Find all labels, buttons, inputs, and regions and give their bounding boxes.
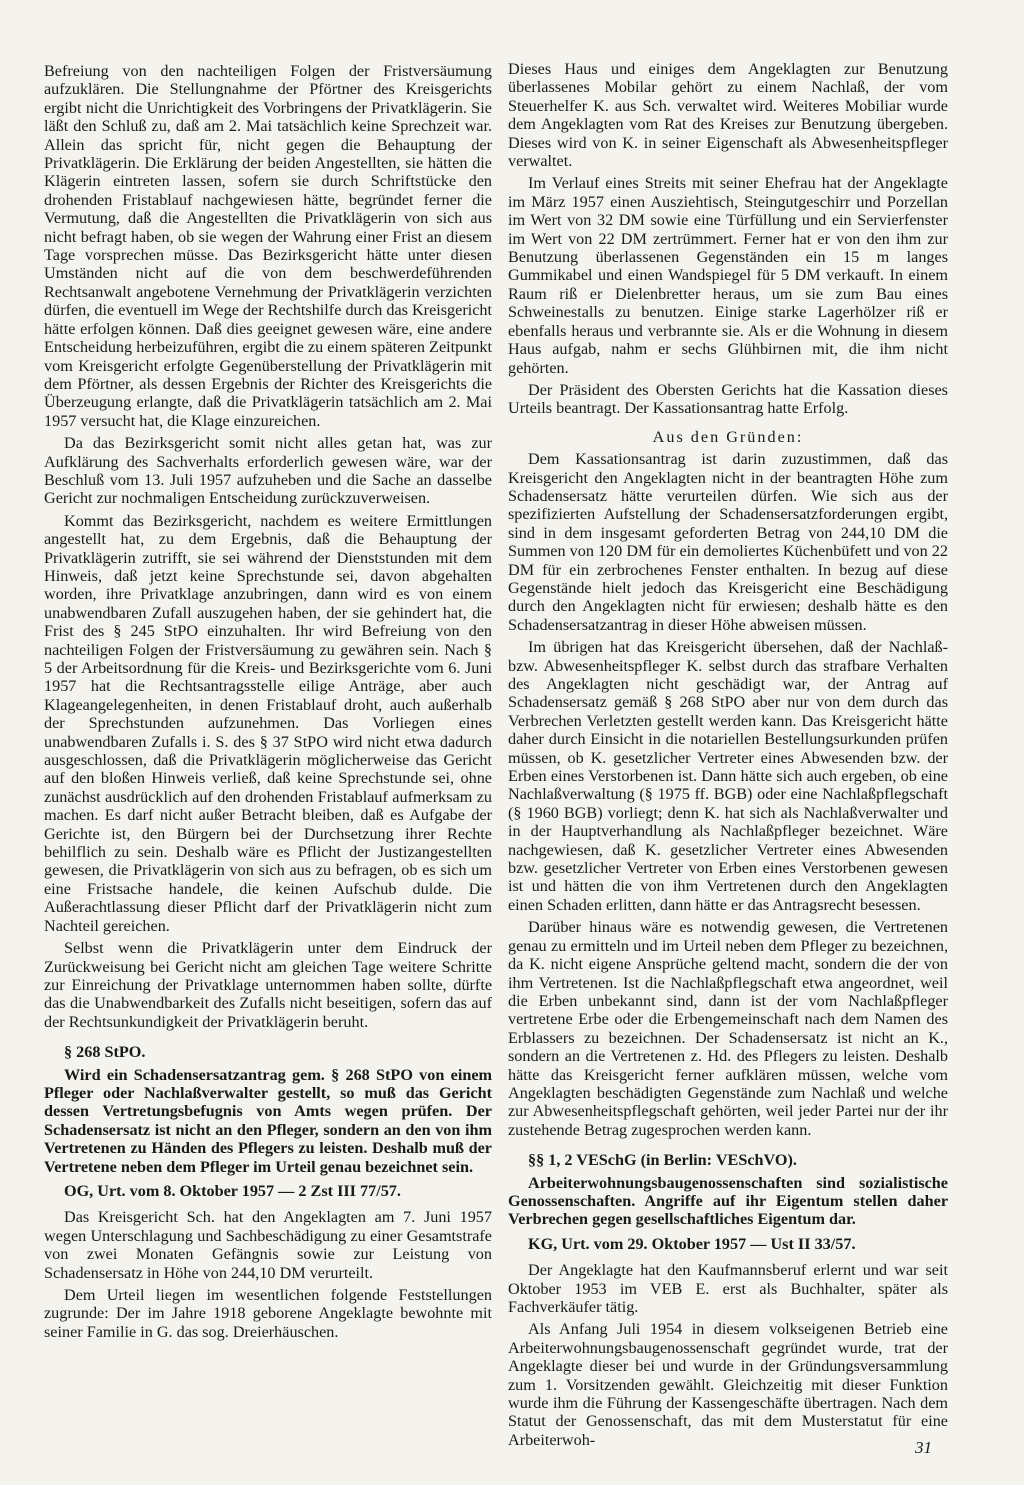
paragraph: Im Verlauf eines Streits mit seiner Ehefrau hat der Angeklagte im März 1957 einen Ausziehtisch, Steingutgeschirr und Porzellan im Wert von 32 DM sowie eine Türfüllung und ein Servierfenster im Wert von 22 DM zertrümmert. Ferner hat er von den ihm zur Benutzung überlassenen Gegenständen ein 15 m langes Gummikabel und einen Wandspiegel für 5 DM verkauft. In einem Raum riß er Dielenbretter heraus, um sie zum Bau eines Schweinestalls zu benutzen. Einige starke Lagerhölzer riß er ebenfalls heraus und verbrannte sie. Als er die Wohnung in diesem Haus aufgab, nahm er sechs Glühbirnen mit, die ihm nicht gehörten. <box>508 174 948 377</box>
right-column <box>508 60 948 1453</box>
paragraph: Da das Bezirksgericht somit nicht alles getan hat, was zur Aufklärung des Sachverhalts erforderlich gewesen wäre, war der Beschluß vom 13. Juli 1957 aufzuheben und die Sache an dasselbe Gericht zur nochmaligen Entscheidung zurückzuverweisen. <box>44 434 492 508</box>
paragraph: Das Kreisgericht Sch. hat den Angeklagten am 7. Juni 1957 wegen Unterschlagung und Sachbeschädigung zu einer Gesamtstrafe von zwei Monaten Gefängnis sowie zur Leistung von Schadensersatz in Höhe von 244,10 DM verurteilt. <box>44 1208 492 1282</box>
paragraph: Dem Urteil liegen im wesentlichen folgende Feststellungen zugrunde: Der im Jahre 1918 geborene Angeklagte bewohnte mit seiner Familie in G. das sog. Dreierhäuschen. <box>44 1286 492 1341</box>
law-reference: §§ 1, 2 VESchG (in Berlin: VESchVO). <box>528 1151 797 1170</box>
section-heading: Aus den Gründen: <box>652 427 804 446</box>
paragraph: Der Präsident des Obersten Gerichts hat die Kassation dieses Urteils beantragt. Der Kassationsantrag hatte Erfolg. <box>508 380 948 418</box>
paragraph: Befreiung von den nachteiligen Folgen der Fristversäumung aufzuklären. Die Stellungnahme der Pförtner des Kreisgerichts ergibt nicht die Unrichtigkeit des Vorbringens der Privatklägerin. Sie läßt den Schluß zu, daß am 2. Mai tatsächlich keine Sprechzeit war. Allein das spricht für, nicht gegen die Behauptung der Privatklägerin. Die Erklärung der beiden Angestellten, sie hätten die Klägerin eintreten lassen, sofern sie durch Schriftstücke den drohenden Fristablauf nachgewiesen hätte, begründet ferner die Vermutung, daß die Angestellten die Privatklägerin von sich aus nicht befragt haben, ob sie wegen der Wahrung einer Frist an diesem Tage vorsprechen müsse. Das Bezirksgericht hätte unter diesen Umständen nicht auf die von dem beschwerdeführenden Rechtsanwalt angebotene Vernehmung der Privatklägerin verzichten dürfen, die eventuell im Wege der Rechtshilfe durch das Kreisgericht hätte erfolgen können. Daß dies geeignet gewesen wäre, eine andere Entscheidung herbeizuführen, ergibt die zu einem späteren Zeitpunkt vom Kreisgericht erfolgte Gegenüberstellung der Privatklägerin mit dem Pförtner, als dessen Ergebnis der Richter des Kreisgerichts die Überzeugung erlangte, daß die Privatklägerin tatsächlich am 2. Mai 1957 versucht hat, die Klage einzureichen. <box>44 62 492 430</box>
paragraph: Im übrigen hat das Kreisgericht übersehen, daß der Nachlaß- bzw. Abwesenheitspfleger K. selbst durch das strafbare Verhalten des Angeklagten nicht geschädigt war, der Antrag auf Schadensersatz gemäß § 268 StPO aber nur von dem durch das Verbrechen Verletzten gestellt werden kann. Das Kreisgericht hätte daher durch Einsicht in die notariellen Bestellungsurkunden prüfen müssen, ob K. gesetzlicher Vertreter eines Abwesenden bzw. der Erben eines Verstorbenen ist. Dann hätte sich auch ergeben, ob eine Nachlaßverwaltung (§ 1975 ff. BGB) oder eine Nachlaßpflegschaft (§ 1960 BGB) vorliegt; denn K. hat sich als Nachlaßverwalter und in der Hauptverhandlung als Nachlaßpfleger bezeichnet. Wäre nachgewiesen, daß K. gesetzlicher Vertreter eines Abwesenden bzw. gesetzlicher Vertreter von Erben eines Verstorbenen gewesen ist und hätten die von ihm Vertretenen durch den Angeklagten einen Schaden erlitten, dann hätte er das Antragsrecht besessen. <box>508 638 948 914</box>
paragraph: Der Angeklagte hat den Kaufmannsberuf erlernt und war seit Oktober 1953 im VEB E. erst als Buchhalter, später als Fachverkäufer tätig. <box>508 1261 948 1316</box>
headnote: Arbeiterwohnungsbaugenossenschaften sind sozialistische Genossenschaften. Angriffe auf ihr Eigentum stellen daher Verbrechen gegen gesellschaftliches Eigentum dar. <box>508 1173 948 1229</box>
headnote: Wird ein Schadensersatzantrag gem. § 268 StPO von einem Pfleger oder Nachlaßverwalter gestellt, so muß das Gericht dessen Vertretungsbefugnis von Amts wegen prüfen. Der Schadensersatz ist nicht an den Pfleger, sondern an den von ihm Vertretenen zu Händen des Pflegers zu leisten. Deshalb muß der Vertretene neben dem Pfleger im Urteil genau bezeichnet sein. <box>44 1065 492 1176</box>
paragraph: Darüber hinaus wäre es notwendig gewesen, die Vertretenen genau zu ermitteln und im Urteil neben dem Pfleger zu bezeichnen, da K. nicht eigene Ansprüche geltend macht, sondern die der von ihm Vertretenen. Ist die Nachlaßpflegschaft etwa angeordnet, weil die Erben unbekannt sind, dann ist der vom Nachlaßpfleger vertretene Erbe oder die Erbengemeinschaft nach dem Namen des Erblassers zu bezeichnen. Der Schadensersatz ist nicht an K., sondern an die Vertretenen z. Hd. des Pflegers zu leisten. Deshalb hätte das Kreisgericht ferner aufklären müssen, welche vom Angeklagten beschädigten Gegenstände zum Nachlaß und welche zur Abwesenheitspflegschaft gehörten, weil jeder Partei nur der ihr zustehende Betrag zugesprochen werden kann. <box>508 918 948 1139</box>
left-column <box>44 62 492 1345</box>
paragraph: Dieses Haus und einiges dem Angeklagten zur Benutzung überlassenes Mobilar gehört zu einem Nachlaß, der vom Steuerhelfer K. aus Sch. verwaltet wird. Weiteres Mobiliar wurde dem Angeklagten vom Rat des Kreises zur Benutzung übergeben. Dieses wird von K. in seiner Eigenschaft als Abwesenheitspfleger verwaltet. <box>508 60 948 171</box>
paragraph: Selbst wenn die Privatklägerin unter dem Eindruck der Zurückweisung bei Gericht nicht am gleichen Tage weitere Schritte zur Einreichung der Privatklage unternommen haben sollte, dürfte das die Unabwendbarkeit des Zufalls nicht beseitigen, sofern das auf der Rechtsunkundigkeit der Privatklägerin beruht. <box>44 939 492 1031</box>
page-number: 31 <box>915 1438 932 1457</box>
court-citation: KG, Urt. vom 29. Oktober 1957 — Ust II 33/57. <box>528 1234 856 1253</box>
court-citation: OG, Urt. vom 8. Oktober 1957 — 2 Zst III 77/57. <box>64 1181 401 1200</box>
paragraph: Dem Kassationsantrag ist darin zuzustimmen, daß das Kreisgericht den Angeklagten nicht in der beantragten Höhe zum Schadensersatz hätte verurteilen dürfen. Wie sich aus der spezifizierten Aufstellung der Schadensersatzforderungen ergibt, sind in dem insgesamt geforderten Betrag von 244,10 DM die Summen von 120 DM für ein demoliertes Küchenbüfett und von 22 DM für ein zerbrochenes Fenster enthalten. In bezug auf diese Gegenstände hielt jedoch das Kreisgericht eine Beschädigung durch den Angeklagten nicht für erwiesen; deshalb hätte es den Schadensersatzantrag in dieser Höhe abweisen müssen. <box>508 450 948 634</box>
paragraph: Als Anfang Juli 1954 in diesem volkseigenen Betrieb eine Arbeiterwohnungsbaugenossenschaft gegründet wurde, trat der Angeklagte dieser bei und wurde in der Gründungsversammlung zum 1. Vorsitzenden gewählt. Gleichzeitig mit dieser Funktion wurde ihm die Führung der Kassengeschäfte übertragen. Nach dem Statut der Genossenschaft, das mit dem Musterstatut für eine Arbeiterwoh- <box>508 1320 948 1449</box>
law-reference: § 268 StPO. <box>64 1043 146 1062</box>
paragraph: Kommt das Bezirksgericht, nachdem es weitere Ermittlungen angestellt hat, zu dem Ergebnis, daß die Behauptung der Privatklägerin zutrifft, sie sei während der Dienststunden mit dem Hinweis, daß jetzt keine Sprechstunde sei, davon abgehalten worden, ihre Privatklage anzubringen, dann wird es von einem unabwendbaren Zufall auszugehen haben, der sie gehindert hat, die Frist des § 245 StPO einzuhalten. Ihr wird Befreiung von den nachteiligen Folgen der Fristversäumung zu gewähren sein. Nach § 5 der Arbeitsordnung für die Kreis- und Bezirksgerichte vom 6. Juni 1957 hat die Rechtsantragsstelle eilige Anträge, aber auch Klageangelegenheiten, in denen Fristablauf droht, auch außerhalb der Sprechstunden aufzunehmen. Das Vorliegen eines unabwendbaren Zufalls i. S. des § 37 StPO wird nicht etwa dadurch ausgeschlossen, daß die Privatklägerin möglicherweise das Gericht auf den bloßen Hinweis verließ, daß keine Sprechstunde sei, ohne zunächst ausdrücklich auf den drohenden Fristablauf aufmerksam zu machen. Es darf nicht außer Betracht bleiben, daß es Aufgabe der Gerichte ist, den Bürgern bei der Durchsetzung ihrer Rechte behilflich zu sein. Deshalb wäre es Pflicht der Justizangestellten gewesen, die Privatklägerin von sich aus zu befragen, ob es sich um eine Fristsache handele, die keinen Aufschub dulde. Die Außerachtlassung dieser Pflicht darf der Privatklägerin nicht zum Nachteil gereichen. <box>44 511 492 935</box>
